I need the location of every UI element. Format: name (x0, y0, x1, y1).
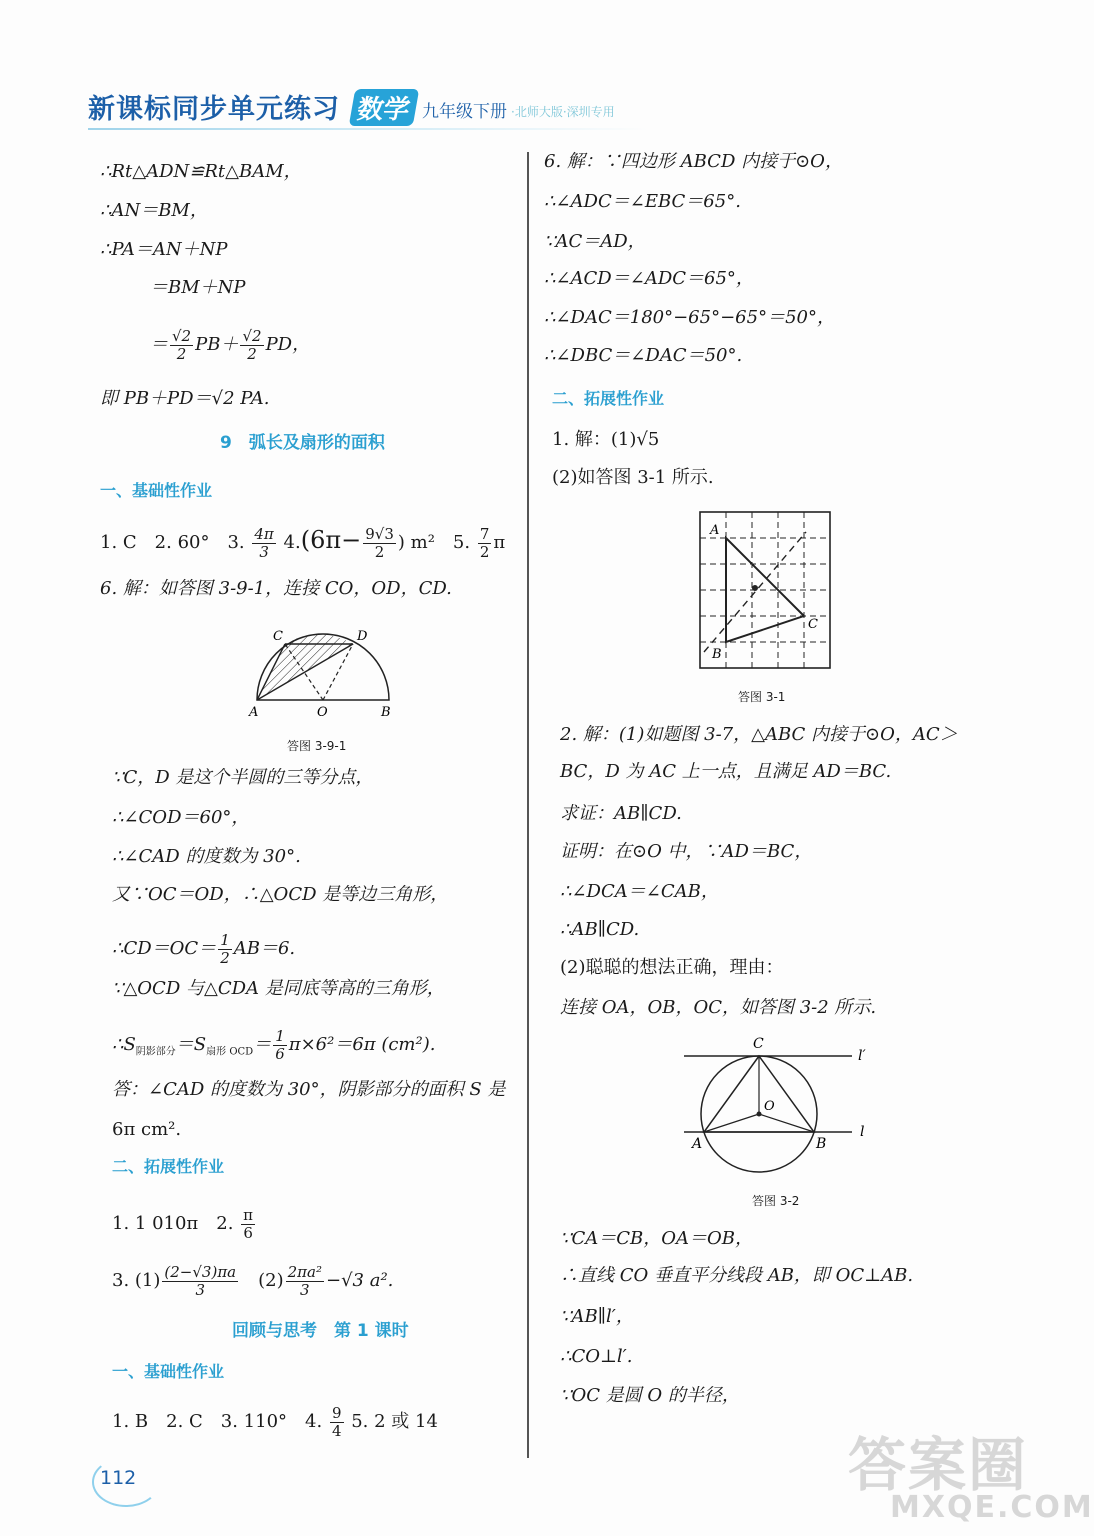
right-d1: ∵CA＝CB，OA＝OB， (560, 1228, 753, 1249)
fraction: $\frac{4\pi}{3}$ (254, 525, 274, 561)
right-section-extension: 二、拓展性作业 (552, 389, 665, 408)
right-d2: ∴直线 CO 垂直平分线段 AB，即 OC⊥AB. (560, 1265, 914, 1286)
fraction: $\frac{√2}{2}$ (172, 327, 192, 363)
subject-badge: 数学 (349, 89, 420, 126)
right-c3: 求证：AB∥CD. (560, 803, 682, 824)
right-line-4: ∴∠ACD＝∠ADC＝65°， (544, 268, 754, 289)
watermark-url: MXQE.COM (890, 1490, 1094, 1525)
edition-label: ·北师大版·深圳专用 (511, 105, 615, 119)
label-c: C (273, 629, 283, 644)
fraction: $\frac{9}{4}$ (331, 1404, 342, 1440)
fraction: $\frac{\text{2πa²}}{3}$ (287, 1263, 322, 1299)
label-o: O (764, 1099, 775, 1114)
solution-line-5: ∴CD＝OC＝ $\frac{1}{2}$ AB＝6. (112, 931, 296, 967)
label-l-prime: l′ (858, 1048, 866, 1064)
solution-line-6: ∵△OCD 与△CDA 是同底等高的三角形， (112, 978, 445, 999)
figure-caption: 答图 3-1 (738, 690, 786, 704)
right-c5: ∴∠DCA＝∠CAB， (560, 881, 719, 902)
label-a: A (249, 705, 259, 720)
page-header (88, 82, 615, 126)
label-c: C (808, 617, 818, 632)
figure-3-9-1 (245, 622, 405, 722)
fraction: $\frac{(2-√3)\pi a}{3}$ (164, 1263, 237, 1299)
right-c7: (2)聪聪的想法正确，理由： (560, 957, 784, 978)
right-d3: ∵AB∥l′， (560, 1306, 634, 1327)
ext-answers-2: 3. (1) $\frac{(2-√3)\pi a}{3}$ (2) $\frac{\text{2πa²}}{3}$ −√3 a². (112, 1263, 394, 1299)
label-o: O (317, 705, 328, 720)
figure-caption: 答图 3-9-1 (287, 739, 347, 753)
fraction: $\frac{1}{6}$ (275, 1027, 285, 1063)
left-line-3: ∴PA＝AN＋NP (100, 239, 228, 260)
solution-line-4: 又∵OC＝OD，∴△OCD 是等边三角形， (112, 884, 449, 905)
question-6: 6. 解：如答图 3-9-1，连接 CO，OD，CD. (100, 578, 452, 599)
review-answers: 1. B 2. C 3. 110° 4. $\frac{9}{4}$ 5. 2 或 14 (112, 1404, 438, 1440)
fraction: $\frac{1}{2}$ (220, 931, 230, 967)
left-line-2: ∴AN＝BM， (100, 200, 208, 221)
fraction: $\frac{9√3}{2}$ (365, 525, 394, 561)
right-c4: 证明：在⊙O 中，∵AD＝BC， (560, 841, 813, 862)
center-o (757, 1112, 762, 1117)
right-line-2: ∴∠ADC＝∠EBC＝65°. (544, 191, 741, 212)
left-line-1: ∴Rt△ADN≌Rt△BAM， (100, 161, 302, 182)
label-a: A (710, 523, 720, 538)
right-b2: (2)如答图 3-1 所示. (552, 467, 714, 488)
eq-sign: ＝ (150, 334, 168, 355)
fraction: $\frac{\pi}{6}$ (243, 1206, 254, 1242)
label-c: C (753, 1036, 764, 1052)
solution-line-3: ∴∠CAD 的度数为 30°. (112, 846, 301, 867)
watermark: 答案圈 (848, 1431, 1029, 1499)
header-rule (88, 128, 648, 130)
ext-answers-1: 1. 1 010π 2. $\frac{\pi}{6}$ (112, 1206, 254, 1242)
right-c1: 2. 解：(1)如题图 3-7，△ABC 内接于⊙O，AC＞ (560, 724, 958, 745)
label-a: A (692, 1136, 703, 1152)
right-line-3: ∵AC＝AD， (544, 231, 646, 252)
right-b1: 1. 解：(1)√5 (552, 429, 660, 450)
right-d5: ∵OC 是圆 O 的半径， (560, 1385, 740, 1406)
answer-line-2: 6π cm². (112, 1119, 182, 1140)
solution-line-7: $\therefore S_{阴影部分}=S_{扇形 OCD}=$ $\frac{1}{6}$ π×6²＝6π (cm²). (112, 1027, 436, 1063)
right-line-6: ∴∠DBC＝∠DAC＝50°. (544, 345, 743, 366)
right-c2: BC，D 为 AC 上一点，且满足 AD＝BC. (560, 761, 892, 782)
page-number: 112 (100, 1467, 136, 1489)
page-number-arc (92, 1457, 160, 1507)
section-basic-2: 一、基础性作业 (112, 1362, 225, 1381)
figure-caption: 答图 3-2 (752, 1194, 800, 1208)
answer-line-1: 答：∠CAD 的度数为 30°，阴影部分的面积 S 是 (112, 1079, 506, 1100)
section-title-review: 回顾与思考 第 1 课时 (232, 1321, 409, 1341)
right-line-1: 6. 解：∵四边形 ABCD 内接于⊙O， (544, 151, 843, 172)
right-c6: ∴AB∥CD. (560, 919, 640, 940)
fraction: $\frac{√2}{2}$ (242, 327, 262, 363)
label-d: D (357, 629, 368, 644)
answers-row-1: 1. C 2. 60° 3. $\frac{4\pi}{3}$ 4.(6π− $\frac{9√3}{2}$ ) m² 5. $\frac{7}{2}$ π (100, 525, 506, 561)
section-title-9: 9 弧长及扇形的面积 (220, 433, 385, 453)
right-line-5: ∴∠DAC＝180°−65°−65°＝50°， (544, 307, 835, 328)
left-line-4: ＝BM＋NP (150, 277, 246, 298)
series-title: 新课标同步单元练习 (88, 94, 340, 125)
right-c8: 连接 OA，OB，OC，如答图 3-2 所示. (560, 997, 877, 1018)
section-basic: 一、基础性作业 (100, 481, 213, 500)
grade-label: 九年级下册 (422, 102, 508, 122)
left-line-6: 即 PB＋PD＝√2 PA. (100, 388, 270, 409)
right-d4: ∴CO⊥l′. (560, 1346, 633, 1367)
label-l: l (860, 1124, 865, 1140)
solution-line-1: ∵C，D 是这个半圆的三等分点， (112, 767, 374, 788)
center-point (752, 585, 758, 591)
segment-ob (759, 1114, 814, 1132)
segment-oa (704, 1114, 759, 1132)
section-extension: 二、拓展性作业 (112, 1157, 225, 1176)
label-b: B (381, 705, 391, 720)
grid-lines (700, 512, 830, 668)
figure-3-1 (698, 510, 832, 670)
solution-line-2: ∴∠COD＝60°， (112, 807, 250, 828)
label-b: B (712, 647, 722, 662)
dashed-diagonal (704, 532, 806, 652)
fraction: $\frac{7}{2}$ (479, 525, 490, 561)
left-line-5: ＝ $\frac{√2}{2}$ PB＋ $\frac{√2}{2}$ PD， (150, 327, 311, 363)
label-b: B (816, 1136, 827, 1152)
figure-3-2 (680, 1030, 880, 1180)
column-divider (527, 152, 529, 1458)
